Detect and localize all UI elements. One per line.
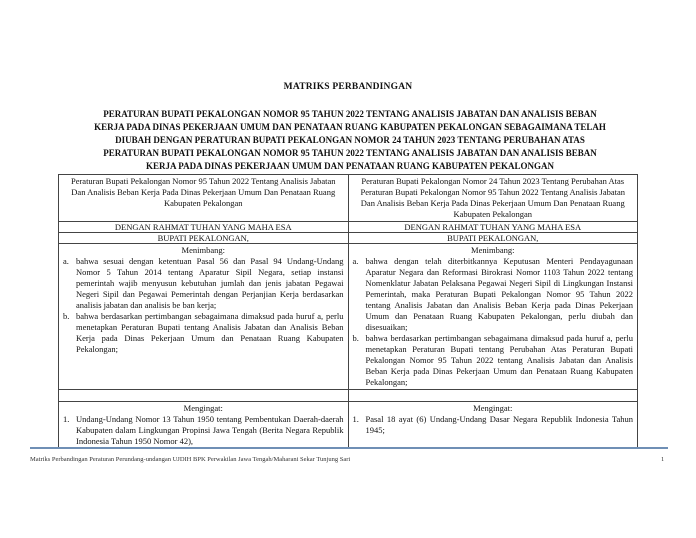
list-marker: a. bbox=[63, 256, 69, 266]
spacer-cell bbox=[59, 390, 349, 402]
right-mengingat-cell bbox=[348, 402, 638, 448]
list-item bbox=[353, 414, 634, 436]
right-menimbang-label: Menimbang: bbox=[471, 245, 515, 255]
list-item bbox=[353, 256, 634, 333]
left-mengingat-label: Mengingat: bbox=[183, 403, 223, 413]
right-mengingat-label: Mengingat: bbox=[473, 403, 513, 413]
list-text: bahwa berdasarkan pertimbangan sebagaimana dimaksud pada huruf a, perlu menetapkan Peraturan Bupati tentang Analisis Jabatan dan Analisis Beban Kerja pada Dinas Pekerjaan Umum dan Penataan Ruang Kabupaten Pekalongan; bbox=[76, 311, 344, 354]
list-marker: 1. bbox=[352, 414, 359, 424]
bupati-row bbox=[59, 233, 638, 244]
left-rahmat: DENGAN RAHMAT TUHAN YANG MAHA ESA bbox=[59, 222, 349, 233]
document-title: MATRIKS PERBANDINGAN bbox=[283, 82, 413, 92]
document-heading: PERATURAN BUPATI PEKALONGAN NOMOR 95 TAHUN 2022 TENTANG ANALISIS JABATAN DAN ANALISIS BEBAN KERJA PADA DINAS PEKERJAAN UMUM DAN PENATAAN RUANG KABUPATEN PEKALONGAN SEBAGAIMANA TELAH DIUBAH DENGAN PERATURAN BUPATI PEKALONGAN NOMOR 24 TAHUN 2023 TENTANG PERUBAHAN ATAS PERATURAN BUPATI PEKALONGAN NOMOR 95 TAHUN 2022 TENTANG ANALISIS JABATAN DAN ANALISIS BEBAN KERJA PADA DINAS PEKERJAAN UMUM DAN PENATAAN RUANG KABUPATEN PEKALONGAN bbox=[94, 109, 606, 171]
list-item bbox=[63, 414, 344, 447]
list-item bbox=[63, 311, 344, 355]
list-item bbox=[63, 256, 344, 311]
right-rahmat: DENGAN RAHMAT TUHAN YANG MAHA ESA bbox=[348, 222, 638, 233]
list-marker: a. bbox=[352, 256, 359, 266]
spacer-cell bbox=[348, 390, 638, 402]
left-menimbang-list bbox=[63, 256, 344, 355]
list-marker: b. bbox=[63, 311, 70, 321]
list-text: Pasal 18 ayat (6) Undang-Undang Dasar Negara Republik Indonesia Tahun 1945; bbox=[365, 414, 633, 435]
right-menimbang-list bbox=[353, 256, 634, 388]
right-bupati: BUPATI PEKALONGAN, bbox=[348, 233, 638, 244]
list-item bbox=[353, 333, 634, 388]
left-menimbang-cell bbox=[59, 244, 349, 390]
right-mengingat-list bbox=[353, 414, 634, 436]
list-marker: b. bbox=[352, 333, 359, 343]
list-text: bahwa sesuai dengan ketentuan Pasal 56 dan Pasal 94 Undang-Undang Nomor 5 Tahun 2014 tentang Aparatur Sipil Negara, setiap instansi pemerintah wajib menyusun kebutuhan jumlah dan jenis jabatan Pegawai Negeri Sipil dan Pegawai Pemerintah dengan Perjanjian Kerja berdasarkan analisis jabatan dan analisis be ban kerja; bbox=[76, 256, 344, 310]
left-mengingat-list bbox=[63, 414, 344, 447]
list-text: Undang-Undang Nomor 13 Tahun 1950 tentang Pembentukan Daerah-daerah Kabupaten dalam Lingkungan Propinsi Jawa Tengah (Berita Negara Republik Indonesia Tahun 1950 Nomor 42), bbox=[76, 414, 344, 446]
left-menimbang-label: Menimbang: bbox=[181, 245, 225, 255]
page-number: 1 bbox=[661, 456, 665, 463]
right-menimbang-cell bbox=[348, 244, 638, 390]
right-regulation-title: Peraturan Bupati Pekalongan Nomor 24 Tahun 2023 Tentang Perubahan Atas Peraturan Bupati Pekalongan Nomor 95 Tahun 2022 Tentang Analisis Jabatan Dan Analisis Beban Kerja Pada Dinas Pekerjaan Umum Dan Penataan Ruang Kabupaten Pekalongan bbox=[348, 175, 638, 222]
spacer-row bbox=[59, 390, 638, 402]
menimbang-row bbox=[59, 244, 638, 390]
list-marker: 1. bbox=[63, 414, 70, 424]
left-mengingat-cell bbox=[59, 402, 349, 448]
footer-text: Matriks Perbandingan Peraturan Perundang-undangan UJDIH BPK Perwakilan Jawa Tengah/Maharani Sekar Tunjung Sari bbox=[30, 456, 351, 463]
list-text: bahwa dengan telah diterbitkannya Keputusan Menteri Pendayagunaan Aparatur Negara dan Reformasi Birokrasi Nomor 1103 Tahun 2022 tentang Nomenklatur Jabatan Pelaksana Pegawai Negeri Sipil di Lingkungan Instansi Pemerintah, maka Peraturan Bupati Pekalongan Nomor 95 Tahun 2022 tentang Analisis Jabatan dan Analisis Beban Kerja pada Dinas Pekerjaan Umum dan Penataan Ruang Kabupaten Pekalongan, perlu diubah dan disesuaikan; bbox=[365, 256, 633, 332]
regulation-header-row bbox=[59, 175, 638, 222]
list-text: bahwa berdasarkan pertimbangan sebagaimana dimaksud pada huruf a, perlu menetapkan Peraturan Bupati tentang Perubahan Atas Peraturan Bupati Pekalongan Nomor 95 Tahun 2022 tentang Analisis Jabatan dan Analisis Beban Kerja pada Dinas Pekerjaan Umum dan Penataan Ruang Kabupaten Pekalongan; bbox=[365, 333, 633, 387]
comparison-table bbox=[58, 174, 638, 447]
rahmat-row bbox=[59, 222, 638, 233]
left-regulation-title: Peraturan Bupati Pekalongan Nomor 95 Tahun 2022 Tentang Analisis Jabatan Dan Analisis Beban Kerja Pada Dinas Pekerjaan Umum Dan Penataan Ruang Kabupaten Pekalongan bbox=[59, 175, 349, 222]
footer-divider bbox=[30, 447, 668, 449]
mengingat-row bbox=[59, 402, 638, 448]
left-bupati: BUPATI PEKALONGAN, bbox=[59, 233, 349, 244]
